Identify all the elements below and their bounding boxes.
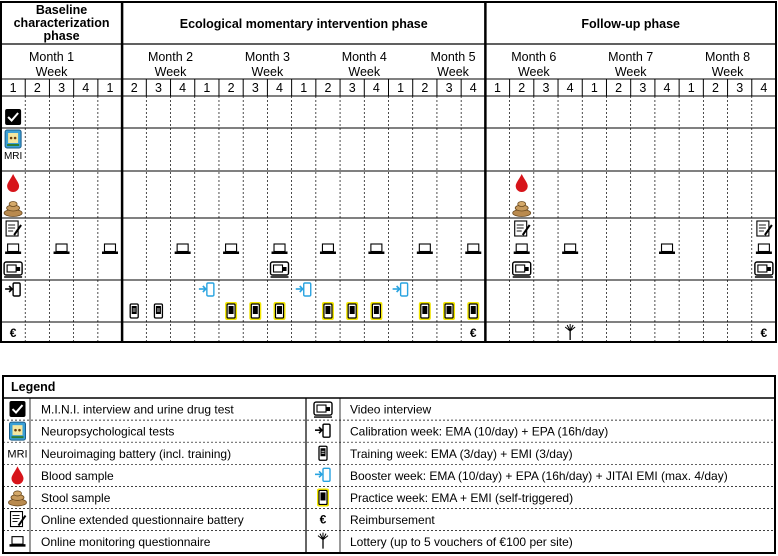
check-icon [5, 109, 21, 125]
neuropsych-icon [5, 130, 21, 148]
week-number: 1 [9, 81, 17, 95]
week-number: 3 [445, 81, 453, 95]
legend-text: Practice week: EMA + EMI (self-triggered) [350, 490, 574, 505]
week-caption: Week [711, 65, 744, 79]
legend-text: M.I.N.I. interview and urine drug test [41, 402, 234, 417]
week-caption: Week [517, 65, 550, 79]
legend-text: Neuroimaging battery (incl. training) [41, 446, 232, 461]
calibration-phone-icon [315, 424, 330, 437]
practice-phone-icon [370, 302, 382, 320]
week-number: 1 [203, 81, 211, 95]
week-number: 4 [760, 81, 768, 95]
legend-text: Neuropsychological tests [41, 424, 175, 439]
week-number: 2 [33, 81, 41, 95]
week-number: 2 [615, 81, 623, 95]
practice-phone-icon [249, 302, 261, 320]
legend-table [3, 376, 775, 553]
laptop-icon [5, 244, 21, 254]
phase-label: Follow-up phase [581, 17, 680, 31]
week-number: 4 [566, 81, 574, 95]
laptop-icon [417, 244, 433, 254]
neuropsych-icon [10, 422, 26, 440]
training-phone-icon [319, 446, 327, 460]
training-phone-icon [130, 304, 138, 318]
week-caption: Week [251, 65, 284, 79]
legend-text: Calibration week: EMA (10/day) + EPA (16h/day) [350, 424, 609, 439]
practice-phone-icon [317, 488, 329, 506]
practice-phone-icon [419, 302, 431, 320]
legend-text: Stool sample [41, 490, 111, 505]
month-label: Month 2 [147, 50, 194, 64]
video-icon [314, 402, 332, 417]
week-number: 2 [421, 81, 429, 95]
laptop-icon [272, 244, 288, 254]
questionnaire-icon [11, 512, 26, 527]
video-icon [271, 262, 289, 277]
questionnaire-icon [757, 221, 772, 236]
week-number: 4 [82, 81, 90, 95]
month-label: Month 6 [511, 50, 557, 64]
month-label: Month 7 [608, 50, 654, 64]
legend-text: Online monitoring questionnaire [41, 535, 211, 550]
euro-symbol: € [469, 326, 477, 340]
week-number: 1 [687, 81, 695, 95]
stool-icon [513, 202, 531, 217]
euro-symbol: € [760, 326, 768, 340]
laptop-icon [223, 244, 239, 254]
week-number: 4 [276, 81, 283, 95]
week-number: 2 [324, 81, 332, 95]
lottery-icon [565, 324, 575, 340]
week-caption: Week [348, 65, 381, 79]
week-number: 3 [736, 81, 744, 95]
phase-label: phase [43, 29, 80, 43]
practice-phone-icon [274, 302, 286, 320]
schedule-table [1, 2, 776, 342]
week-number: 2 [130, 81, 138, 95]
laptop-icon [659, 244, 675, 254]
practice-phone-icon [467, 302, 479, 320]
month-label: Month 5 [430, 50, 476, 64]
month-label: Month 1 [28, 50, 75, 64]
week-number: 1 [590, 81, 598, 95]
laptop-icon [320, 244, 336, 254]
video-icon [4, 262, 22, 277]
month-label: Month 3 [244, 50, 290, 64]
legend-text: Online extended questionnaire battery [41, 513, 244, 528]
questionnaire-icon [515, 221, 530, 236]
video-icon [755, 262, 773, 277]
laptop-icon [756, 244, 772, 254]
laptop-icon [10, 537, 26, 547]
week-caption: Week [437, 65, 469, 79]
laptop-icon [54, 244, 70, 254]
week-number: 2 [518, 81, 526, 95]
booster-phone-icon [296, 283, 311, 296]
legend-text: Training week: EMA (3/day) + EMI (3/day) [350, 446, 573, 461]
week-caption: Week [35, 65, 68, 79]
legend-text: Video interview [350, 402, 432, 417]
week-number: 2 [711, 81, 719, 95]
week-number: 3 [251, 81, 259, 95]
legend-text: Booster week: EMA (10/day) + EPA (16h/day) + JITAI EMI (max. 4/day) [350, 468, 728, 483]
booster-phone-icon [199, 283, 214, 296]
practice-phone-icon [346, 302, 358, 320]
week-number: 1 [300, 81, 308, 95]
questionnaire-icon [6, 221, 21, 236]
calibration-phone-icon [5, 283, 20, 296]
week-number: 1 [397, 81, 405, 95]
week-number: 4 [663, 81, 671, 95]
booster-phone-icon [315, 468, 330, 481]
week-number: 3 [154, 81, 162, 95]
week-number: 4 [372, 81, 380, 95]
laptop-icon [368, 244, 384, 254]
practice-phone-icon [225, 302, 237, 320]
video-icon [513, 262, 531, 277]
laptop-icon [562, 244, 578, 254]
lottery-icon [318, 533, 328, 549]
week-number: 3 [348, 81, 356, 95]
booster-phone-icon [393, 283, 408, 296]
stool-icon [4, 202, 22, 217]
laptop-icon [175, 244, 191, 254]
week-number: 4 [179, 81, 187, 95]
week-number: 1 [106, 81, 114, 95]
week-number: 3 [58, 81, 66, 95]
mri-label: MRI [7, 448, 28, 461]
practice-phone-icon [443, 302, 455, 320]
euro-symbol: € [319, 512, 327, 527]
phase-label: Baseline [35, 3, 88, 17]
training-phone-icon [154, 304, 162, 318]
month-label: Month 4 [341, 50, 387, 64]
month-label: Month 8 [704, 50, 751, 64]
legend-text: Lottery (up to 5 vouchers of €100 per site) [350, 535, 573, 550]
blood-drop-icon [12, 466, 24, 484]
week-number: 3 [639, 81, 647, 95]
legend-title: Legend [11, 380, 56, 394]
laptop-icon [514, 244, 530, 254]
week-number: 3 [542, 81, 550, 95]
phase-label: characterization [13, 16, 110, 30]
phase-label: Ecological momentary intervention phase [179, 17, 428, 31]
legend-text: Blood sample [41, 468, 114, 483]
legend-text: Reimbursement [350, 513, 435, 528]
week-caption: Week [154, 65, 187, 79]
practice-phone-icon [322, 302, 334, 320]
blood-drop-icon [516, 174, 528, 192]
week-number: 1 [494, 81, 501, 95]
euro-symbol: € [9, 326, 17, 340]
laptop-icon [102, 244, 118, 254]
week-caption: Week [614, 65, 647, 79]
laptop-icon [465, 244, 481, 254]
week-number: 4 [469, 81, 477, 95]
blood-drop-icon [7, 174, 19, 192]
week-number: 2 [227, 81, 235, 95]
check-icon [10, 401, 26, 417]
mri-label: MRI [3, 151, 23, 162]
stool-icon [9, 491, 27, 506]
